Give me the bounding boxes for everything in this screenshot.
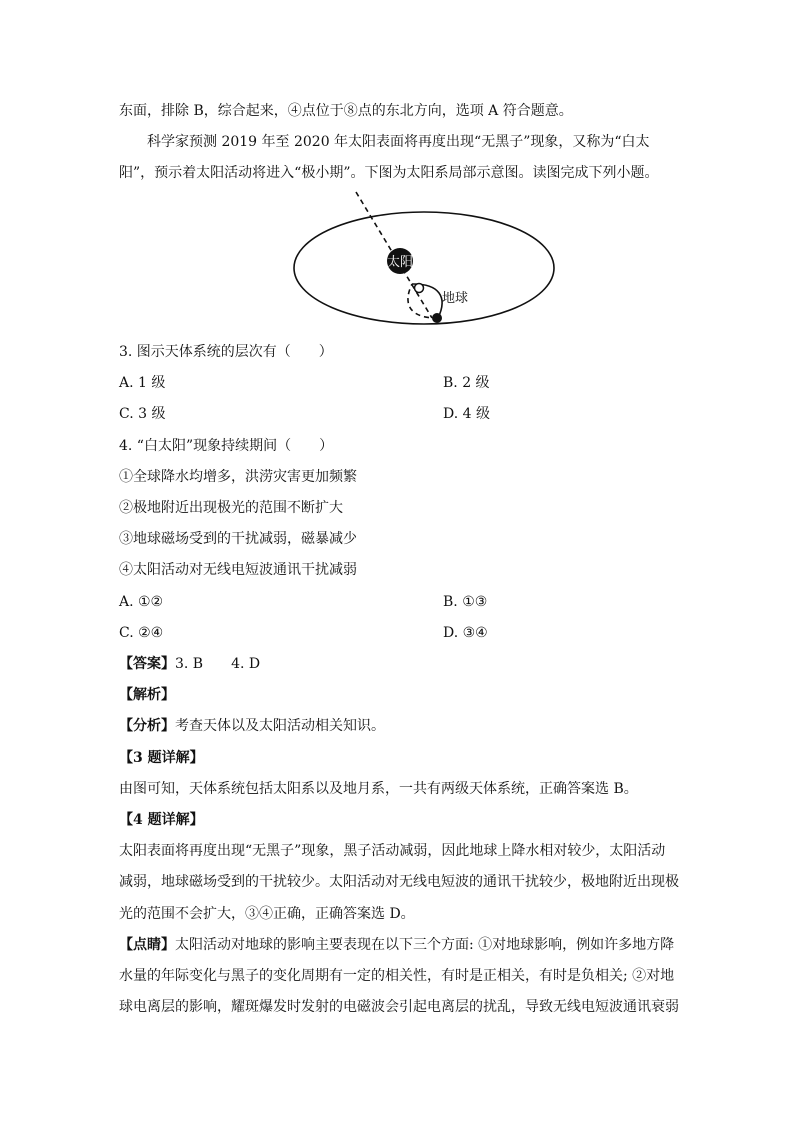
q3-option-b: B. 2 级 [443, 375, 490, 391]
earth-label: 地球 [442, 291, 469, 306]
dianjing-label: 【点睛】 [119, 937, 175, 953]
fenxi-text: 考查天体以及太阳活动相关知识。 [175, 718, 385, 734]
dianjing-text-1: 太阳活动对地球的影响主要表现在以下三个方面: ①对地球影响，例如许多地方降 [175, 937, 675, 953]
answer-label: 【答案】 [119, 656, 175, 672]
fenxi-line [119, 716, 385, 736]
q4-statement-3: ③地球磁场受到的干扰减弱，磁暴减少 [119, 531, 357, 547]
answer-line [119, 654, 260, 674]
q4-option-a: A. ①② [119, 594, 164, 610]
q4-option-b: B. ①③ [443, 594, 488, 610]
q4-statement-2: ②极地附近出现极光的范围不断扩大 [119, 500, 343, 516]
dianjing-line-3: 球电离层的影响，耀斑爆发时发射的电磁波会引起电离层的扰乱，导致无线电短波通讯衰弱 [119, 999, 679, 1015]
q3-stem: 3. 图示天体系统的层次有（ ） [119, 344, 333, 360]
passage-line-2: 阳”，预示着太阳活动将进入“极小期”。下图为太阳系局部示意图。读图完成下列小题。 [119, 165, 659, 181]
q4-option-d: D. ③④ [443, 625, 488, 641]
q3-option-a: A. 1 级 [119, 375, 166, 391]
q3-option-d: D. 4 级 [443, 406, 490, 422]
q4-stem: 4. “白太阳”现象持续期间（ ） [119, 438, 334, 454]
q4-detail-line-2: 减弱，地球磁场受到的干扰较少。太阳活动对无线电短波的通讯干扰较少，极地附近出现极 [119, 874, 679, 890]
analysis-heading: 【解析】 [119, 687, 175, 703]
solar-system-diagram [232, 186, 562, 331]
intro-line: 东面，排除 B，综合起来，④点位于⑧点的东北方向，选项 A 符合题意。 [119, 103, 573, 119]
passage-line-1: 科学家预测 2019 年至 2020 年太阳表面将再度出现“无黑子”现象，又称为“白太 [147, 134, 650, 150]
answer-text: 3. B 4. D [175, 656, 261, 672]
dianjing-line-2: 水量的年际变化与黑子的变化周期有一定的相关性，有时是正相关，有时是负相关; ②对地 [119, 968, 675, 984]
q4-statement-4: ④太阳活动对无线电短波通讯干扰减弱 [119, 562, 357, 578]
q4-detail-line-3: 光的范围不会扩大，③④正确，正确答案选 D。 [119, 906, 415, 922]
earth-point-icon [415, 284, 424, 293]
q3-option-c: C. 3 级 [119, 406, 166, 422]
q4-option-c: C. ②④ [119, 625, 164, 641]
q4-detail-line-1: 太阳表面将再度出现“无黑子”现象，黑子活动减弱，因此地球上降水相对较少，太阳活动 [119, 843, 666, 859]
q4-statement-1: ①全球降水均增多，洪涝灾害更加频繁 [119, 469, 357, 485]
orbit-body-icon [432, 313, 442, 323]
q3-detail-heading: 【3 题详解】 [119, 750, 204, 766]
q4-detail-heading: 【4 题详解】 [119, 812, 204, 828]
sun-label: 太阳 [386, 255, 414, 270]
q3-detail-text: 由图可知，天体系统包括太阳系以及地月系，一共有两级天体系统，正确答案选 B。 [119, 781, 638, 797]
dianjing-line-1 [119, 935, 674, 955]
earth-orbit [294, 212, 554, 324]
fenxi-label: 【分析】 [119, 718, 175, 734]
